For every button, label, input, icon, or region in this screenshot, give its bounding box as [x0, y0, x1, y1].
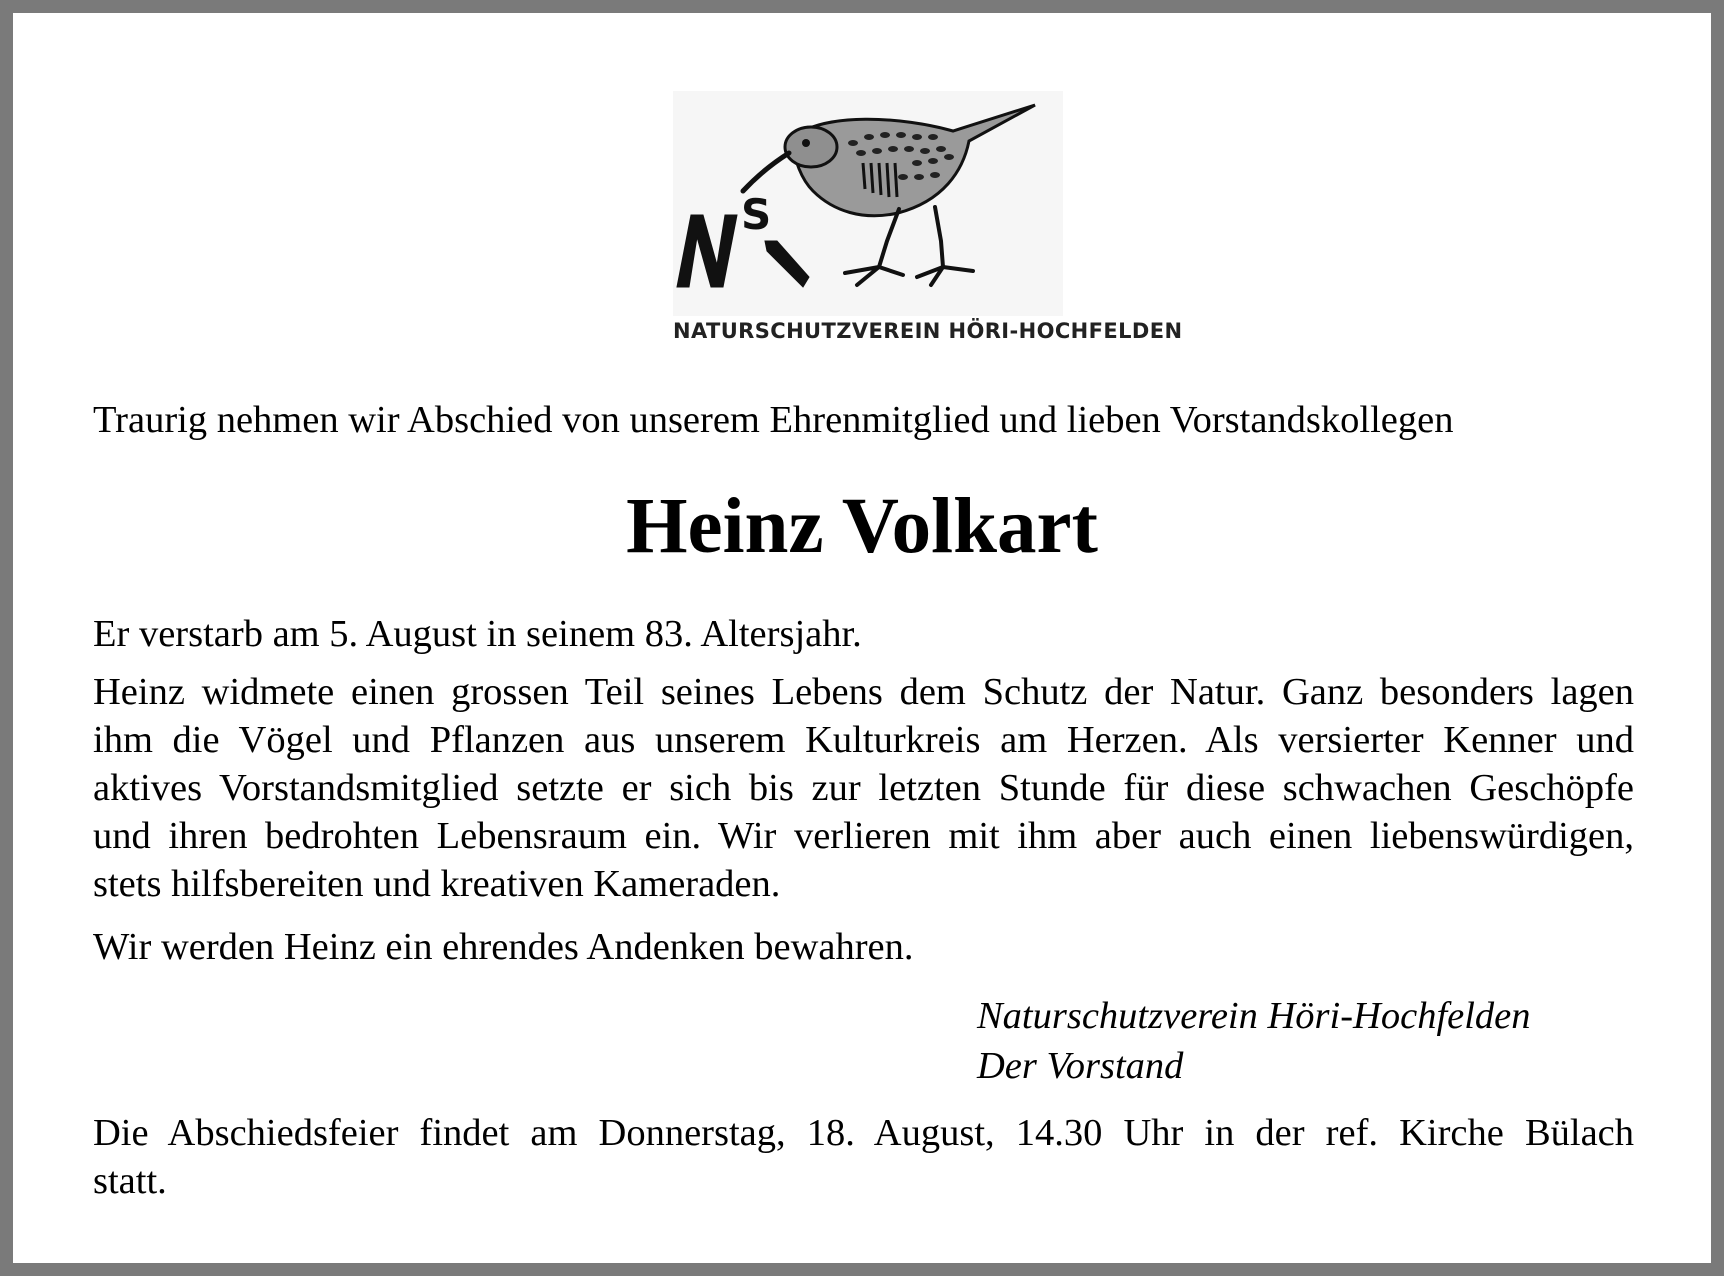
obituary-notice	[13, 13, 1711, 1263]
tribute-line: aktives Vorstandsmitglied setzte er sich bis zur letzten Stunde für diese schwachen Geschöpfe	[93, 767, 1634, 809]
svg-text:S: S	[741, 190, 772, 239]
association-logo	[673, 91, 1183, 361]
ceremony-line: Die Abschiedsfeier findet am Donnerstag, 18. August, 14.30 Uhr in der ref. Kirche Bülach	[93, 1112, 1634, 1154]
ceremony-line: statt.	[93, 1160, 167, 1202]
intro-text: Traurig nehmen wir Abschied von unserem Ehrenmitglied und lieben Vorstandskollegen	[93, 399, 1454, 441]
signature-organization: Naturschutzverein Höri-Hochfelden	[977, 995, 1531, 1037]
death-announcement: Er verstarb am 5. August in seinem 83. Altersjahr.	[93, 613, 862, 655]
logo-caption: NATURSCHUTZVEREIN HÖRI-HOCHFELDEN	[673, 319, 1183, 343]
tribute-paragraph	[93, 668, 1634, 908]
tribute-line: ihm die Vögel und Pflanzen aus unserem Kulturkreis am Herzen. Als versierter Kenner und	[93, 719, 1634, 761]
signature-block	[977, 991, 1531, 1091]
deceased-name: Heinz Volkart	[626, 483, 1098, 570]
signature-board: Der Vorstand	[977, 1045, 1184, 1087]
tribute-line: Heinz widmete einen grossen Teil seines Lebens dem Schutz der Natur. Ganz besonders lagen	[93, 671, 1634, 713]
ceremony-announcement	[93, 1109, 1634, 1205]
tribute-line: stets hilfsbereiten und kreativen Kameraden.	[93, 863, 781, 905]
remembrance-line: Wir werden Heinz ein ehrendes Andenken bewahren.	[93, 926, 914, 968]
tribute-line: und ihren bedrohten Lebensraum ein. Wir verlieren mit ihm aber auch einen liebenswürdigen,	[93, 815, 1634, 857]
